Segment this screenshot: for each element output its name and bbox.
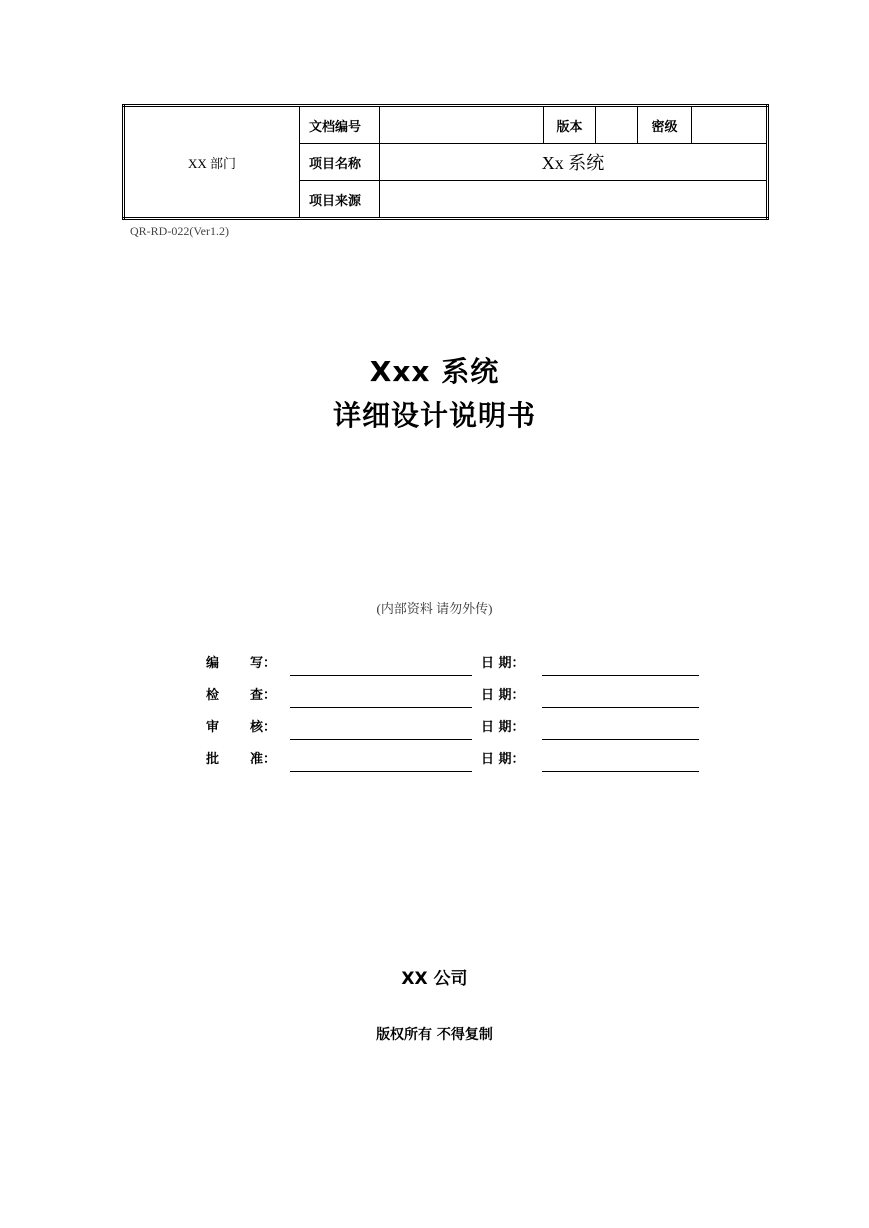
reviewer-signature-line[interactable] [290,718,472,740]
title-system-name: Xxx 系统 [369,355,500,388]
project-source-label: 项目来源 [300,181,380,219]
signature-label: 检 查： [206,688,276,703]
internal-use-notice: (内部资料 请勿外传) [376,601,493,616]
security-level-label: 密级 [638,106,692,144]
signature-label: 审 核： [206,720,276,735]
security-level-field[interactable] [692,106,768,144]
date-label: 日 期： [481,720,525,735]
date-label: 日 期： [481,688,525,703]
version-field[interactable] [596,106,638,144]
department-name: XX 部门 [124,106,300,219]
signature-row-checker [0,678,869,710]
date-label: 日 期： [481,752,525,767]
copyright-notice: 版权所有 不得复制 [376,1027,493,1043]
author-date-line[interactable] [542,654,699,676]
document-title [0,350,869,438]
project-name-value: Xx 系统 [380,144,768,181]
document-header-table [122,104,769,220]
doc-number-field[interactable] [380,106,544,144]
form-code: QR-RD-022(Ver1.2) [130,224,229,238]
approver-signature-line[interactable] [290,750,472,772]
project-source-field[interactable] [380,181,768,219]
signature-label: 批 准： [206,752,276,767]
author-signature-line[interactable] [290,654,472,676]
doc-number-label: 文档编号 [300,106,380,144]
reviewer-date-line[interactable] [542,718,699,740]
version-label: 版本 [544,106,596,144]
checker-signature-line[interactable] [290,686,472,708]
company-name: XX 公司 [401,969,468,989]
signature-row-author [0,646,869,678]
title-document-type: 详细设计说明书 [332,399,536,432]
approver-date-line[interactable] [542,750,699,772]
date-label: 日 期： [481,656,525,671]
signature-row-approver [0,742,869,774]
signature-label: 编 写： [206,656,276,671]
signature-row-reviewer [0,710,869,742]
project-name-label: 项目名称 [300,144,380,181]
checker-date-line[interactable] [542,686,699,708]
